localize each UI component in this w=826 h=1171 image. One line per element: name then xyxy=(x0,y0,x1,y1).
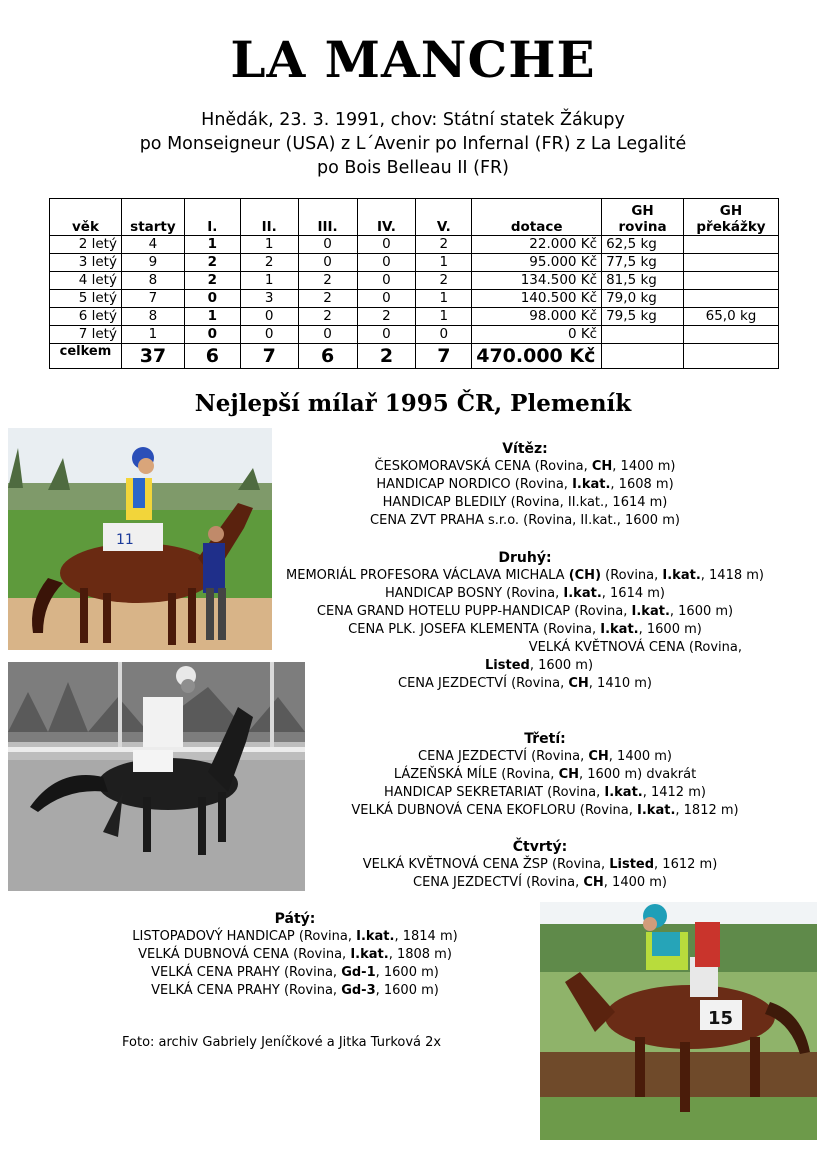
total-fifth: 7 xyxy=(416,344,472,369)
second-item: VELKÁ KVĚTNOVÁ CENA (Rovina, xyxy=(528,640,742,655)
third-places-section xyxy=(300,730,790,820)
col-header-earnings: dotace xyxy=(472,199,602,236)
table-cell: 2 xyxy=(184,272,240,290)
third-heading: Třetí: xyxy=(524,731,566,747)
total-gh-flat xyxy=(602,344,684,369)
table-cell: 0 xyxy=(357,326,416,344)
table-cell: 79,5 kg xyxy=(602,308,684,326)
table-cell xyxy=(683,254,778,272)
table-cell: 0 Kč xyxy=(472,326,602,344)
table-cell: 2 xyxy=(416,236,472,254)
total-gh-jumps xyxy=(683,344,778,369)
win-item: ČESKOMORAVSKÁ CENA (Rovina, CH, 1400 m) xyxy=(374,459,676,474)
table-row xyxy=(50,272,779,290)
page-title: LA MANCHE xyxy=(230,30,596,89)
win-item: HANDICAP BLEDILY (Rovina, II.kat., 1614 m) xyxy=(382,495,668,510)
second-item: Listed, 1600 m) xyxy=(485,658,594,673)
second-item: MEMORIÁL PROFESORA VÁCLAVA MICHALA (CH) (Rovina, I.kat., 1418 m) xyxy=(286,568,764,583)
col-header-gh-flat: GH rovina xyxy=(602,199,684,236)
table-total-row xyxy=(50,344,779,369)
photo-horse-led xyxy=(8,428,272,650)
table-row xyxy=(50,254,779,272)
table-cell: 140.500 Kč xyxy=(472,290,602,308)
col-header-third: III. xyxy=(298,199,357,236)
table-cell xyxy=(683,326,778,344)
fourth-places-section xyxy=(300,838,780,892)
table-cell: 3 letý xyxy=(50,254,122,272)
second-item: CENA PLK. JOSEFA KLEMENTA (Rovina, I.kat., 1600 m) xyxy=(348,622,702,637)
fifth-item: VELKÁ DUBNOVÁ CENA (Rovina, I.kat., 1808 m) xyxy=(138,947,452,962)
table-cell: 8 xyxy=(121,272,184,290)
photo-credit: Foto: archiv Gabriely Jeníčkové a Jitka Turková 2x xyxy=(122,1035,442,1050)
fifth-item: VELKÁ CENA PRAHY (Rovina, Gd-3, 1600 m) xyxy=(151,983,439,998)
col-header-age: věk xyxy=(50,199,122,236)
second-item: CENA GRAND HOTELU PUPP-HANDICAP (Rovina, I.kat., 1600 m) xyxy=(316,604,734,619)
col-header-fifth: V. xyxy=(416,199,472,236)
wins-section xyxy=(280,440,770,530)
pedigree-line-3: po Bois Belleau II (FR) xyxy=(316,158,510,178)
total-first: 6 xyxy=(184,344,240,369)
table-cell: 1 xyxy=(416,290,472,308)
table-cell: 0 xyxy=(357,290,416,308)
table-cell: 0 xyxy=(416,326,472,344)
table-cell: 2 xyxy=(298,272,357,290)
photo-1-saddlecloth-number: 11 xyxy=(116,532,134,548)
table-cell: 2 letý xyxy=(50,236,122,254)
table-cell: 2 xyxy=(357,308,416,326)
table-cell: 1 xyxy=(416,308,472,326)
table-cell: 2 xyxy=(298,290,357,308)
table-cell: 2 xyxy=(416,272,472,290)
second-item: CENA JEZDECTVÍ (Rovina, CH, 1410 m) xyxy=(398,676,652,691)
table-cell: 62,5 kg xyxy=(602,236,684,254)
table-cell: 0 xyxy=(357,272,416,290)
table-cell: 1 xyxy=(240,236,298,254)
photo-3-saddlecloth-number: 15 xyxy=(708,1008,734,1029)
fourth-item: CENA JEZDECTVÍ (Rovina, CH, 1400 m) xyxy=(413,875,667,890)
table-row xyxy=(50,290,779,308)
pedigree-line-1: Hnědák, 23. 3. 1991, chov: Státní statek Žákupy xyxy=(201,110,625,130)
total-second: 7 xyxy=(240,344,298,369)
fifth-places-section xyxy=(100,910,490,1000)
table-cell: 0 xyxy=(357,254,416,272)
table-cell: 134.500 Kč xyxy=(472,272,602,290)
table-cell: 1 xyxy=(416,254,472,272)
table-cell: 4 letý xyxy=(50,272,122,290)
table-cell: 79,0 kg xyxy=(602,290,684,308)
col-header-first: I. xyxy=(184,199,240,236)
table-cell: 1 xyxy=(184,308,240,326)
second-item: HANDICAP BOSNY (Rovina, I.kat., 1614 m) xyxy=(385,586,665,601)
table-cell xyxy=(602,326,684,344)
total-label: celkem xyxy=(50,344,122,369)
fourth-heading: Čtvrtý: xyxy=(512,839,568,855)
table-cell: 98.000 Kč xyxy=(472,308,602,326)
table-cell: 65,0 kg xyxy=(683,308,778,326)
second-heading: Druhý: xyxy=(498,550,552,566)
fifth-item: VELKÁ CENA PRAHY (Rovina, Gd-1, 1600 m) xyxy=(151,965,439,980)
second-places-section xyxy=(280,549,770,693)
table-cell xyxy=(683,272,778,290)
third-item: VELKÁ DUBNOVÁ CENA EKOFLORU (Rovina, I.kat., 1812 m) xyxy=(351,803,739,818)
table-cell: 0 xyxy=(184,290,240,308)
table-cell: 0 xyxy=(298,236,357,254)
table-cell: 81,5 kg xyxy=(602,272,684,290)
career-stats-table xyxy=(49,198,779,369)
table-cell: 77,5 kg xyxy=(602,254,684,272)
total-fourth: 2 xyxy=(357,344,416,369)
total-starts: 37 xyxy=(121,344,184,369)
win-item: HANDICAP NORDICO (Rovina, I.kat., 1608 m) xyxy=(376,477,674,492)
table-cell: 5 letý xyxy=(50,290,122,308)
table-row xyxy=(50,236,779,254)
table-cell: 1 xyxy=(184,236,240,254)
table-cell xyxy=(683,236,778,254)
table-cell: 0 xyxy=(298,254,357,272)
photo-horse-jump xyxy=(540,902,817,1140)
third-item: HANDICAP SEKRETARIAT (Rovina, I.kat., 1412 m) xyxy=(384,785,706,800)
fifth-item: LISTOPADOVÝ HANDICAP (Rovina, I.kat., 1814 m) xyxy=(132,929,458,944)
pedigree-line-2: po Monseigneur (USA) z L´Avenir po Infernal (FR) z La Legalité xyxy=(139,134,687,154)
table-cell: 0 xyxy=(298,326,357,344)
table-cell: 3 xyxy=(240,290,298,308)
photo-horse-jump-image xyxy=(540,902,817,1140)
win-item: CENA ZVT PRAHA s.r.o. (Rovina, II.kat., 1600 m) xyxy=(370,513,680,528)
table-cell: 6 letý xyxy=(50,308,122,326)
table-cell: 4 xyxy=(121,236,184,254)
pedigree-info xyxy=(0,108,826,180)
third-item: CENA JEZDECTVÍ (Rovina, CH, 1400 m) xyxy=(418,749,672,764)
col-header-second: II. xyxy=(240,199,298,236)
total-third: 6 xyxy=(298,344,357,369)
third-item: LÁZEŇSKÁ MÍLE (Rovina, CH, 1600 m) dvakrát xyxy=(393,767,697,782)
table-cell: 2 xyxy=(240,254,298,272)
wins-heading: Vítěz: xyxy=(502,441,548,457)
table-row xyxy=(50,326,779,344)
table-cell: 7 letý xyxy=(50,326,122,344)
photo-horse-led-image xyxy=(8,428,272,650)
total-earnings: 470.000 Kč xyxy=(472,344,602,369)
table-cell: 1 xyxy=(121,326,184,344)
table-cell: 0 xyxy=(240,326,298,344)
table-cell xyxy=(683,290,778,308)
table-cell: 0 xyxy=(184,326,240,344)
table-cell: 9 xyxy=(121,254,184,272)
table-cell: 2 xyxy=(298,308,357,326)
table-header-row xyxy=(50,199,779,236)
col-header-starts: starty xyxy=(121,199,184,236)
col-header-fourth: IV. xyxy=(357,199,416,236)
fourth-item: VELKÁ KVĚTNOVÁ CENA ŽSP (Rovina, Listed, 1612 m) xyxy=(362,857,718,872)
table-cell: 22.000 Kč xyxy=(472,236,602,254)
table-row xyxy=(50,308,779,326)
photo-horse-gallop xyxy=(8,662,305,891)
table-cell: 95.000 Kč xyxy=(472,254,602,272)
table-cell: 0 xyxy=(240,308,298,326)
fifth-heading: Pátý: xyxy=(274,911,316,927)
table-cell: 1 xyxy=(240,272,298,290)
table-cell: 8 xyxy=(121,308,184,326)
table-cell: 0 xyxy=(357,236,416,254)
photo-horse-gallop-image xyxy=(8,662,305,891)
col-header-gh-jumps: GH překážky xyxy=(683,199,778,236)
table-cell: 2 xyxy=(184,254,240,272)
achievement-subtitle: Nejlepší mílař 1995 ČR, Plemeník xyxy=(194,390,632,417)
table-cell: 7 xyxy=(121,290,184,308)
